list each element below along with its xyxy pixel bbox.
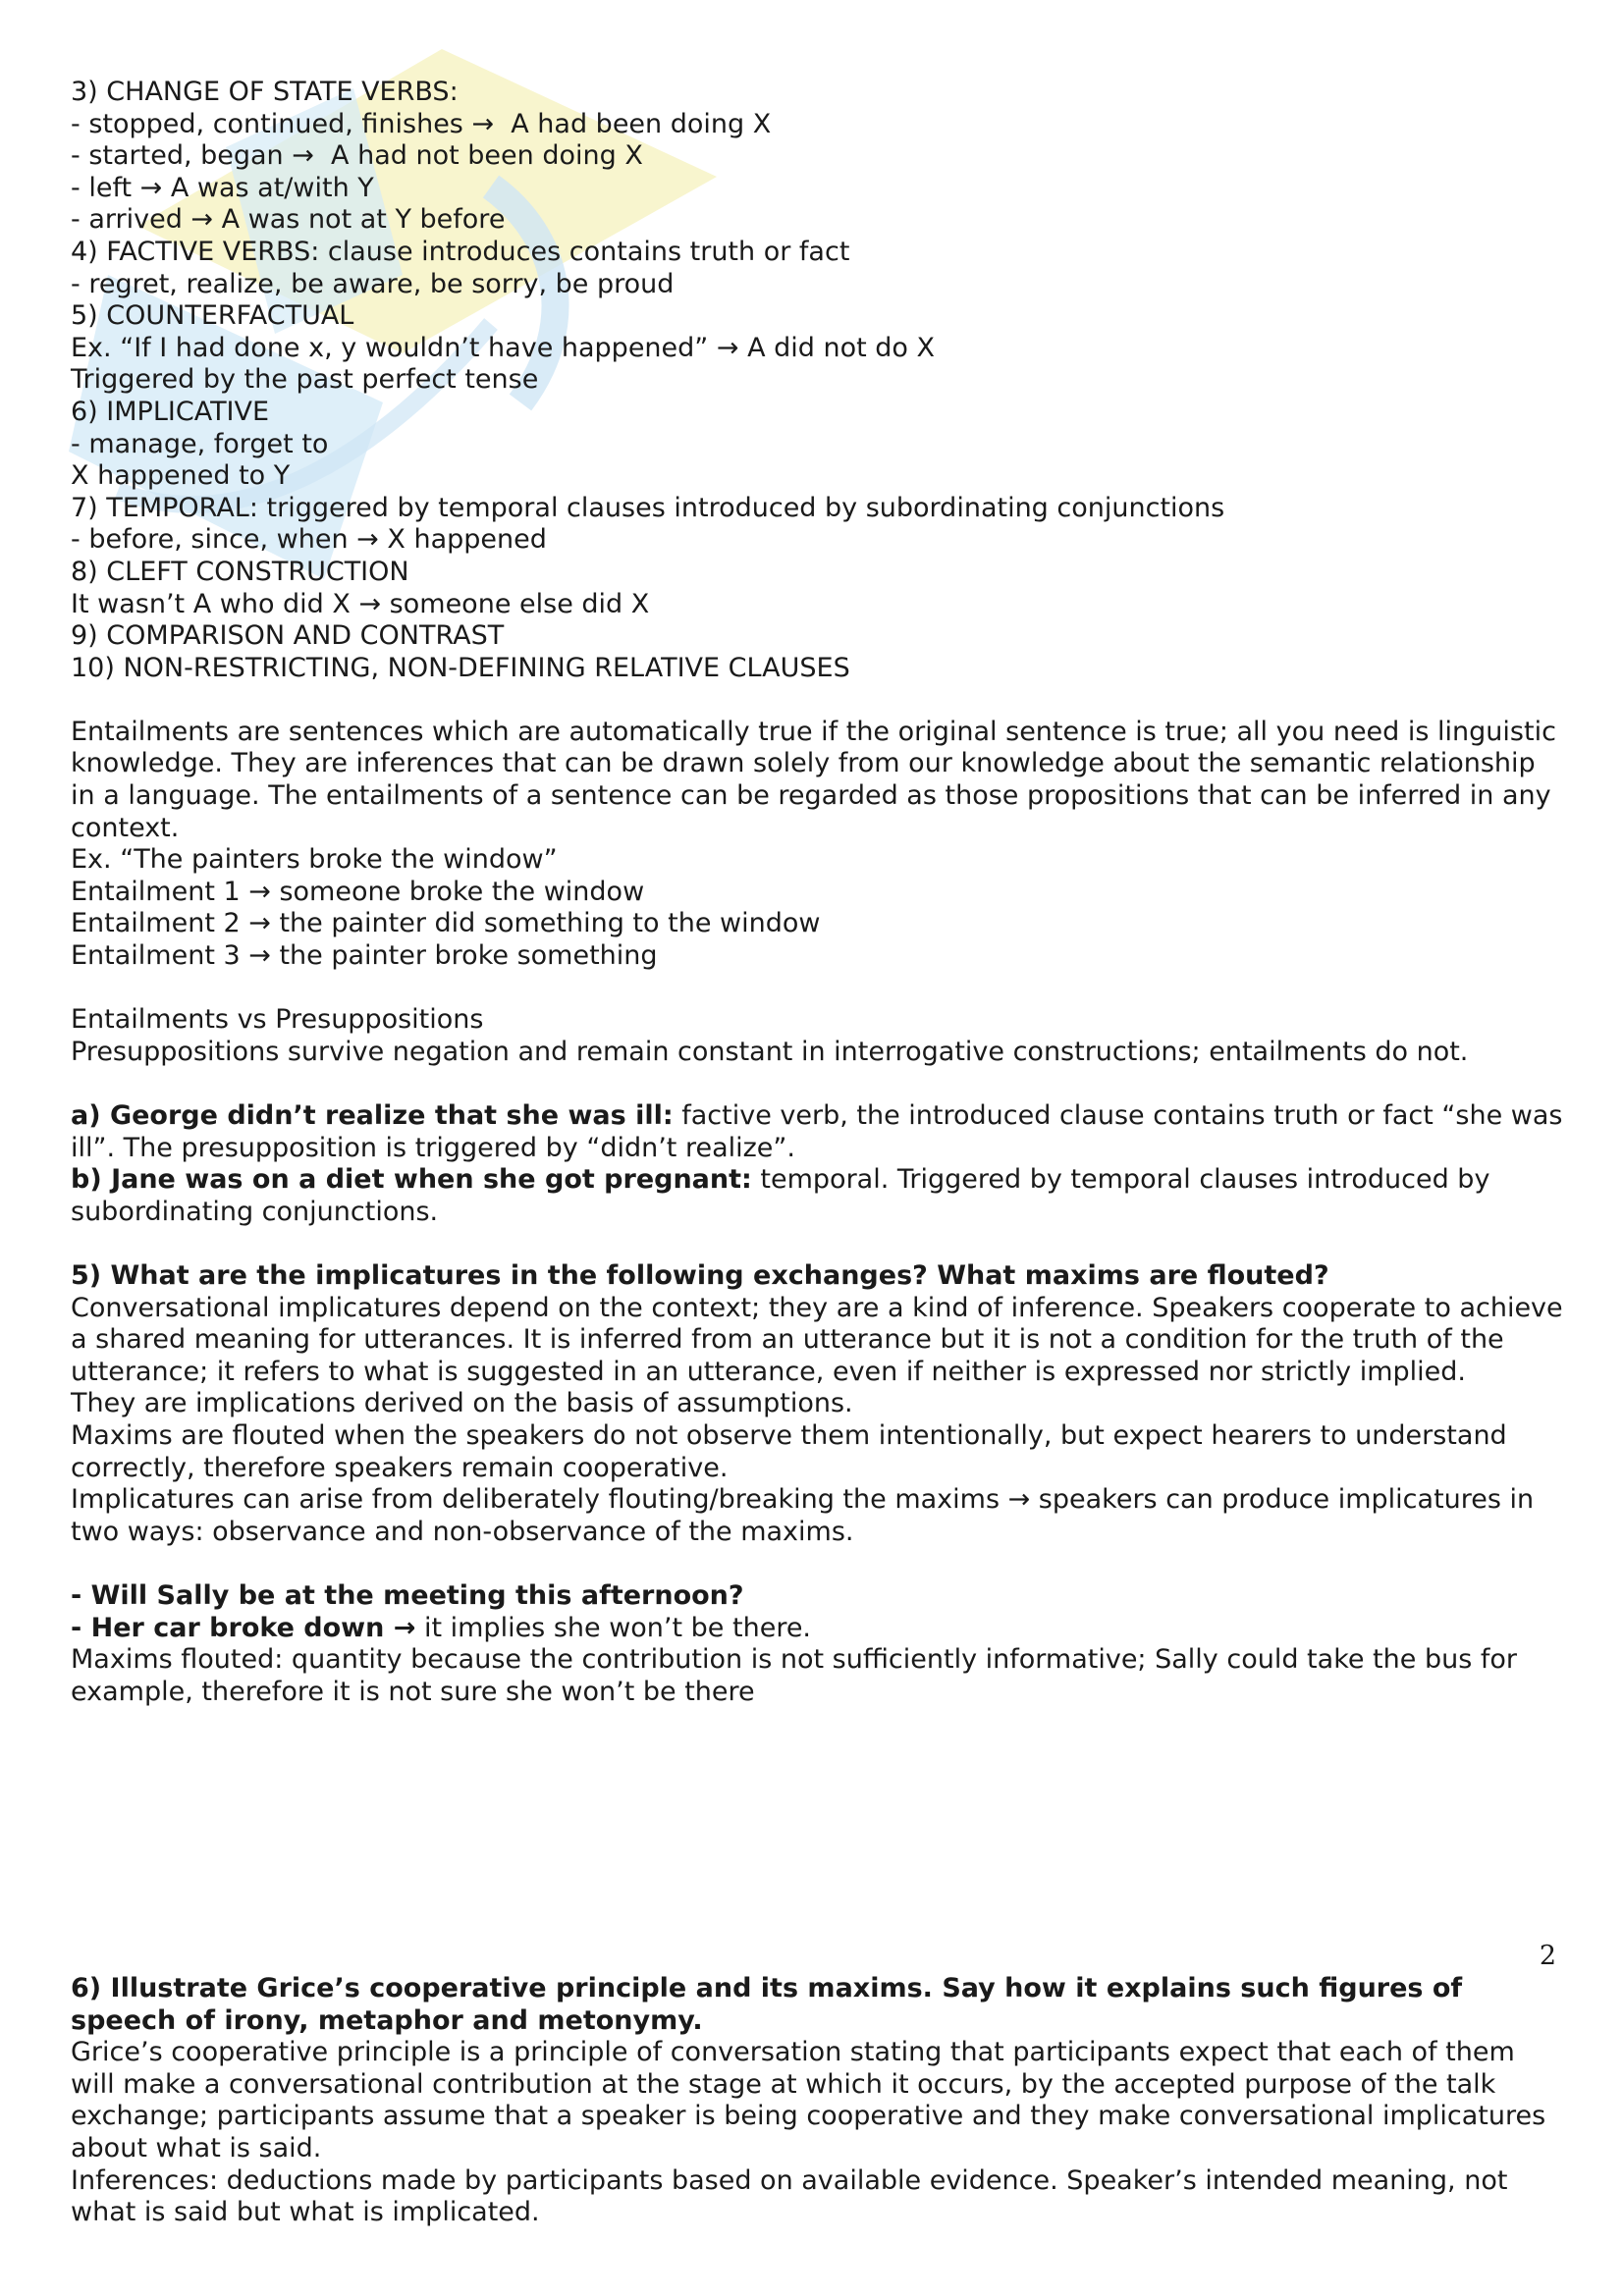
list-line: 9) COMPARISON AND CONTRAST [71, 620, 505, 652]
question-6-paragraph: Inferences: deductions made by participants based on available evidence. Speaker’s intended meaning, not what is said but what is implicated. [71, 2164, 1508, 2228]
list-line: It wasn’t A who did X → someone else did X [71, 588, 650, 619]
entailment-item: Entailment 2 → the painter did something to the window [71, 908, 821, 939]
examples-section [71, 1100, 1572, 1228]
entailment-item: Entailment 1 → someone broke the window [71, 876, 645, 907]
list-line: - left → A was at/with Y [71, 172, 374, 203]
list-line: 6) IMPLICATIVE [71, 396, 270, 427]
exchange-question: - Will Sally be at the meeting this afternoon? [71, 1579, 744, 1611]
list-line: 7) TEMPORAL: triggered by temporal clauses introduced by subordinating conjunctions [71, 492, 1225, 523]
entailments-section [71, 717, 1563, 973]
question-6-section [71, 1973, 1563, 2229]
exchange-answer-bold: - Her car broke down → [71, 1612, 416, 1643]
list-line: - stopped, continued, finishes → A had been doing X [71, 108, 772, 139]
question-5-paragraph: Implicatures can arise from deliberately flouting/breaking the maxims → speakers can produce implicatures in two ways: observance and non-observance of the maxims. [71, 1484, 1542, 1547]
list-line: 8) CLEFT CONSTRUCTION [71, 556, 409, 587]
example-a [71, 1100, 1572, 1164]
exchange-answer [71, 1613, 1563, 1645]
question-5-heading: 5) What are the implicatures in the following exchanges? What maxims are flouted? [71, 1259, 1329, 1291]
list-line: - before, since, when → X happened [71, 524, 547, 556]
list-line: 10) NON-RESTRICTING, NON-DEFINING RELATIVE CLAUSES [71, 652, 850, 683]
example-a-text: factive verb, the introduced clause contains truth or fact “she was ill”. The presupposition is triggered by “didn’t realize”. [71, 1100, 1572, 1163]
entailment-item: Entailment 3 → the painter broke something [71, 940, 658, 972]
list-line: - started, began → A had not been doing X [71, 140, 643, 172]
entailments-example: Ex. “The painters broke the window” [71, 844, 558, 876]
entailments-definition: Entailments are sentences which are automatically true if the original sentence is true; all you need is linguistic knowledge. They are inferences that can be drawn solely from our knowledge about the semantic relationship in a language. The entailments of a sentence can be regarded as those propositions that can be inferred in any context. [71, 716, 1565, 843]
list-line: - manage, forget to [71, 428, 329, 459]
presupposition-types-list [71, 77, 1563, 684]
list-line: 4) FACTIVE VERBS: clause introduces contains truth or fact [71, 236, 850, 267]
exchange-answer-text: it implies she won’t be there. [415, 1612, 812, 1643]
list-line: X happened to Y [71, 460, 291, 492]
question-5-paragraph: Conversational implicatures depend on the context; they are a kind of inference. Speakers cooperate to achieve a shared meaning for utterances. It is inferred from an utterance but it is not a condition for the truth of the utterance; it refers to what is suggested in an utterance, even if neither is expressed nor strictly implied. [71, 1292, 1572, 1387]
list-line: - arrived → A was not at Y before [71, 204, 506, 236]
question-6-heading: 6) Illustrate Grice’s cooperative principle and its maxims. Say how it explains such figures of speech of irony, metaphor and metonymy. [71, 1973, 1463, 2036]
question-5-paragraph: Maxims are flouted when the speakers do not observe them intentionally, but expect hearers to understand correctly, therefore speakers remain cooperative. [71, 1419, 1516, 1483]
question-5-paragraph: They are implications derived on the basis of assumptions. [71, 1388, 853, 1419]
comparison-text: Presuppositions survive negation and remain constant in interrogative constructions; entailments do not. [71, 1036, 1469, 1067]
question-6-paragraph: Grice’s cooperative principle is a principle of conversation stating that participants expect that each of them will make a conversational contribution at the stage at which it occurs, by the accepted purpose of the talk exchange; participants assume that a speaker is being cooperative and they make conversational implicatures about what is said. [71, 2037, 1546, 2163]
example-a-label: a) George didn’t realize that she was ill: [71, 1100, 674, 1131]
list-line: - regret, realize, be aware, be sorry, be proud [71, 268, 675, 299]
example-b [71, 1164, 1563, 1228]
page-number: 2 [1539, 1941, 1556, 1971]
comparison-heading: Entailments vs Presuppositions [71, 1004, 484, 1036]
list-line: Triggered by the past perfect tense [71, 364, 539, 396]
example-b-text: temporal. Triggered by temporal clauses introduced by subordinating conjunctions. [71, 1164, 1499, 1227]
document-body [71, 77, 1572, 1708]
list-line: 3) CHANGE OF STATE VERBS: [71, 77, 459, 107]
list-line: 5) COUNTERFACTUAL [71, 300, 354, 332]
list-line: Ex. “If I had done x, y wouldn’t have happened” → A did not do X [71, 332, 936, 363]
example-b-label: b) Jane was on a diet when she got pregnant: [71, 1164, 752, 1196]
maxims-flouted: Maxims flouted: quantity because the contribution is not sufficiently informative; Sally could take the bus for example, therefore it is not sure she won’t be there [71, 1644, 1526, 1707]
comparison-section [71, 1004, 1563, 1068]
question-5-section [71, 1259, 1572, 1708]
